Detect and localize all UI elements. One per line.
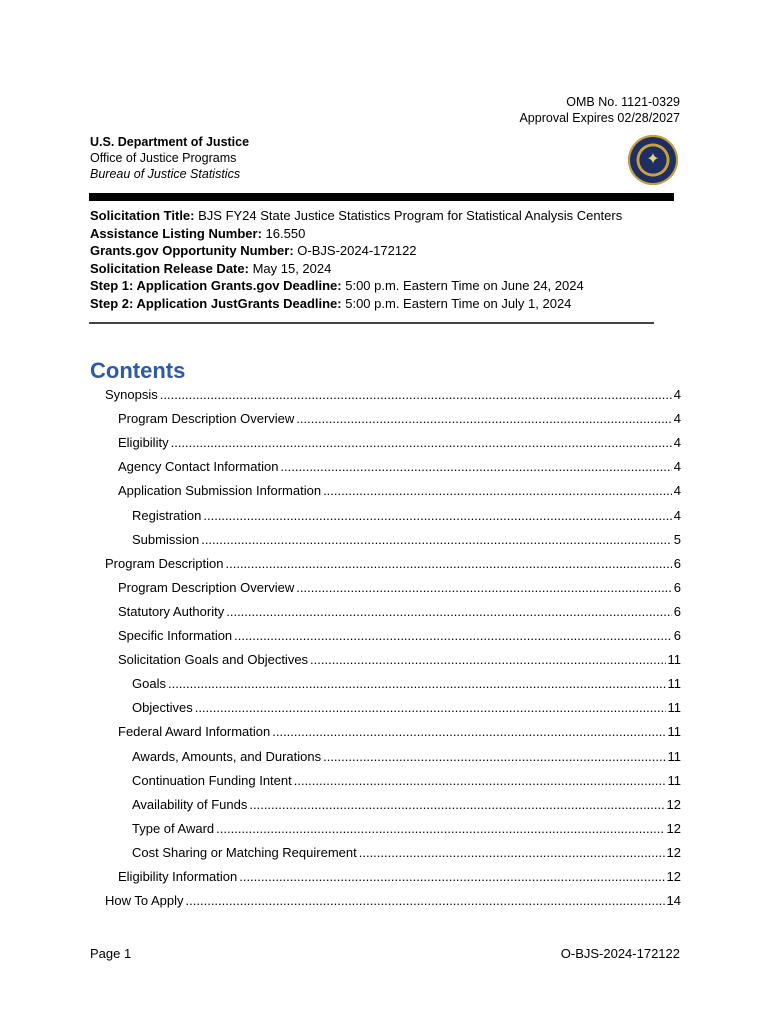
toc-entry-page: 11 xyxy=(667,676,681,691)
toc-entry-page: 4 xyxy=(673,387,681,402)
toc-entry[interactable] xyxy=(118,869,681,889)
toc-entry[interactable] xyxy=(118,652,681,672)
toc-leader-dots xyxy=(249,797,664,812)
solicitation-title-value: BJS FY24 State Justice Statistics Program for Statistical Analysis Centers xyxy=(194,208,623,223)
document-id: O-BJS-2024-172122 xyxy=(560,946,680,961)
toc-entry[interactable] xyxy=(132,821,681,841)
toc-entry-label: Synopsis xyxy=(105,387,158,402)
toc-entry[interactable] xyxy=(132,700,681,720)
toc-entry[interactable] xyxy=(132,797,681,817)
toc-leader-dots xyxy=(296,411,671,426)
toc-leader-dots xyxy=(239,869,664,884)
step2-deadline-value: 5:00 p.m. Eastern Time on July 1, 2024 xyxy=(341,295,572,311)
toc-leader-dots xyxy=(168,676,666,691)
toc-entry-label: Program Description Overview xyxy=(118,411,295,426)
toc-entry-label: Program Description Overview xyxy=(118,580,295,595)
toc-entry-label: Type of Award xyxy=(132,821,215,836)
contents-heading: Contents xyxy=(90,358,186,383)
toc-entry-page: 4 xyxy=(673,435,681,450)
toc-leader-dots xyxy=(216,821,664,836)
toc-leader-dots xyxy=(195,700,666,715)
toc-entry-page: 5 xyxy=(673,532,681,547)
toc-entry[interactable] xyxy=(132,845,681,865)
toc-entry-page: 11 xyxy=(667,724,681,739)
toc-leader-dots xyxy=(234,628,672,643)
toc-entry-label: Eligibility Information xyxy=(118,869,238,884)
toc-entry-page: 4 xyxy=(673,459,681,474)
toc-entry[interactable] xyxy=(118,604,681,624)
toc-entry-label: Continuation Funding Intent xyxy=(132,773,292,788)
toc-entry[interactable] xyxy=(132,773,681,793)
opportunity-number-label: Grants.gov Opportunity Number: xyxy=(90,243,294,259)
solicitation-divider xyxy=(89,322,654,324)
toc-entry-page: 14 xyxy=(666,893,681,908)
toc-entry-page: 12 xyxy=(666,845,681,860)
assistance-listing-label: Assistance Listing Number: xyxy=(90,225,262,241)
opportunity-number-row xyxy=(90,242,622,260)
toc-entry[interactable] xyxy=(118,435,681,455)
toc-entry[interactable] xyxy=(132,749,681,769)
step2-deadline-label: Step 2: Application JustGrants Deadline: xyxy=(90,295,342,311)
toc-entry-label: Registration xyxy=(132,508,202,523)
toc-leader-dots xyxy=(226,556,672,571)
toc-entry[interactable] xyxy=(118,459,681,479)
assistance-listing-row xyxy=(90,225,622,243)
toc-entry[interactable] xyxy=(118,411,681,431)
toc-entry[interactable] xyxy=(132,532,681,552)
toc-leader-dots xyxy=(226,604,672,619)
toc-entry-page: 11 xyxy=(667,749,681,764)
toc-entry-page: 6 xyxy=(673,580,681,595)
step1-deadline-label: Step 1: Application Grants.gov Deadline: xyxy=(90,278,342,294)
opportunity-number-value: O-BJS-2024-172122 xyxy=(293,243,417,259)
toc-entry[interactable] xyxy=(105,556,681,576)
toc-entry[interactable] xyxy=(118,580,681,600)
toc-leader-dots xyxy=(280,459,671,474)
solicitation-title-row xyxy=(90,207,622,225)
omb-number: OMB No. 1121-0329 xyxy=(566,95,680,109)
toc-entry[interactable] xyxy=(105,387,681,407)
toc-entry-label: Submission xyxy=(132,532,200,547)
toc-entry-label: Cost Sharing or Matching Requirement xyxy=(132,845,357,860)
toc-leader-dots xyxy=(201,532,672,547)
step1-deadline-value: 5:00 p.m. Eastern Time on June 24, 2024 xyxy=(341,278,584,294)
toc-entry-page: 12 xyxy=(666,821,681,836)
toc-entry-label: Program Description xyxy=(105,556,224,571)
assistance-listing-value: 16.550 xyxy=(261,225,306,241)
toc-entry-page: 11 xyxy=(667,773,681,788)
toc-entry-label: Application Submission Information xyxy=(118,483,322,498)
toc-entry[interactable] xyxy=(105,893,681,913)
step1-deadline-row xyxy=(90,277,622,295)
toc-leader-dots xyxy=(296,580,671,595)
omb-block xyxy=(519,94,680,126)
toc-entry-label: Statutory Authority xyxy=(118,604,225,619)
department-name: U.S. Department of Justice xyxy=(90,135,250,149)
toc-entry-label: Specific Information xyxy=(118,628,233,643)
doj-seal-icon: ✦ xyxy=(628,135,678,185)
toc-leader-dots xyxy=(323,483,672,498)
toc-entry[interactable] xyxy=(132,676,681,696)
approval-expires: Approval Expires 02/28/2027 xyxy=(519,111,680,125)
toc-leader-dots xyxy=(171,435,672,450)
toc-entry[interactable] xyxy=(118,628,681,648)
toc-leader-dots xyxy=(310,652,665,667)
toc-entry-label: Objectives xyxy=(132,700,193,715)
release-date-row xyxy=(90,260,622,278)
toc-entry-page: 6 xyxy=(673,604,681,619)
solicitation-title-label: Solicitation Title: xyxy=(90,208,195,223)
toc-entry[interactable] xyxy=(118,483,681,503)
toc-entry-page: 12 xyxy=(666,869,681,884)
toc-entry-page: 11 xyxy=(667,652,681,667)
toc-entry-label: Awards, Amounts, and Durations xyxy=(132,749,322,764)
header-divider xyxy=(89,193,674,201)
department-block xyxy=(90,134,249,182)
toc-leader-dots xyxy=(294,773,666,788)
toc-entry-page: 4 xyxy=(673,483,681,498)
toc-entry-page: 11 xyxy=(667,700,681,715)
toc-entry-page: 12 xyxy=(666,797,681,812)
toc-entry-label: Agency Contact Information xyxy=(118,459,279,474)
step2-deadline-row xyxy=(90,295,622,313)
toc-leader-dots xyxy=(186,893,665,908)
office-name: Office of Justice Programs xyxy=(90,151,237,165)
page-number: Page 1 xyxy=(90,946,132,961)
toc-entry-label: Federal Award Information xyxy=(118,724,271,739)
toc-entry[interactable] xyxy=(118,724,681,744)
toc-leader-dots xyxy=(203,508,671,523)
bureau-name: Bureau of Justice Statistics xyxy=(90,167,241,181)
release-date-value: May 15, 2024 xyxy=(248,260,332,276)
toc-leader-dots xyxy=(359,845,665,860)
toc-entry-label: Goals xyxy=(132,676,166,691)
release-date-label: Solicitation Release Date: xyxy=(90,260,249,276)
toc-entry-page: 6 xyxy=(673,556,681,571)
toc-entry-label: Availability of Funds xyxy=(132,797,248,812)
toc-entry-label: Eligibility xyxy=(118,435,169,450)
toc-entry-page: 6 xyxy=(673,628,681,643)
toc-entry-label: Solicitation Goals and Objectives xyxy=(118,652,309,667)
toc-entry[interactable] xyxy=(132,508,681,528)
toc-leader-dots xyxy=(272,724,665,739)
toc-entry-page: 4 xyxy=(673,411,681,426)
toc-entry-label: How To Apply xyxy=(105,893,184,908)
toc-entry-page: 4 xyxy=(673,508,681,523)
toc-leader-dots xyxy=(323,749,665,764)
toc-leader-dots xyxy=(160,387,672,402)
solicitation-info xyxy=(90,207,622,313)
